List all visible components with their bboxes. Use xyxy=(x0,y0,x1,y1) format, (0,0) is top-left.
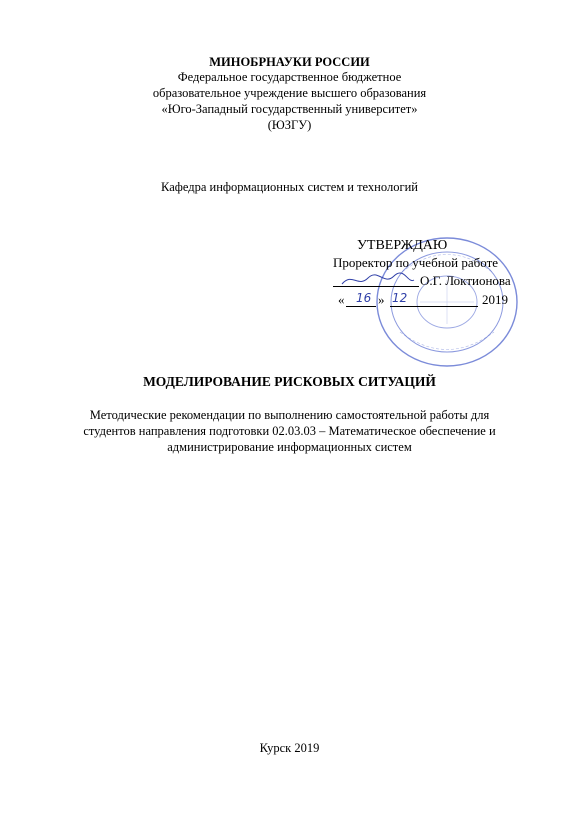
subtitle-line-1: Методические рекомендации по выполнению самостоятельной работы для xyxy=(89,408,490,422)
date-quote-close: » xyxy=(378,292,385,307)
department-name: Кафедра информационных систем и технологий xyxy=(161,180,418,194)
approval-year: 2019 xyxy=(482,292,508,307)
header-line-1: Федеральное государственное бюджетное xyxy=(177,70,402,84)
approval-day: 16 xyxy=(356,291,372,305)
signature xyxy=(338,270,418,290)
subtitle-line-3: администрирование информационных систем xyxy=(167,440,412,454)
header-line-3: «Юго-Западный государственный университет» xyxy=(161,102,418,116)
subtitle-line-2: студентов направления подготовки 02.03.03 – Математическое обеспечение и xyxy=(83,424,496,438)
approval-name: О.Г. Локтионова xyxy=(420,273,511,288)
city-year: Курск 2019 xyxy=(259,741,320,755)
date-quote-open: « xyxy=(338,292,345,307)
header-line-4: (ЮЗГУ) xyxy=(267,118,312,132)
header-line-2: образовательное учреждение высшего образования xyxy=(152,86,427,100)
month-line xyxy=(390,306,478,307)
ministry-name: МИНОБРНАУКИ РОССИИ xyxy=(209,55,370,69)
approval-month: 12 xyxy=(392,291,408,305)
day-line xyxy=(346,306,376,307)
document-title: МОДЕЛИРОВАНИЕ РИСКОВЫХ СИТУАЦИЙ xyxy=(143,374,436,389)
approval-position: Проректор по учебной работе xyxy=(333,255,499,270)
approval-title: УТВЕРЖДАЮ xyxy=(357,238,448,253)
